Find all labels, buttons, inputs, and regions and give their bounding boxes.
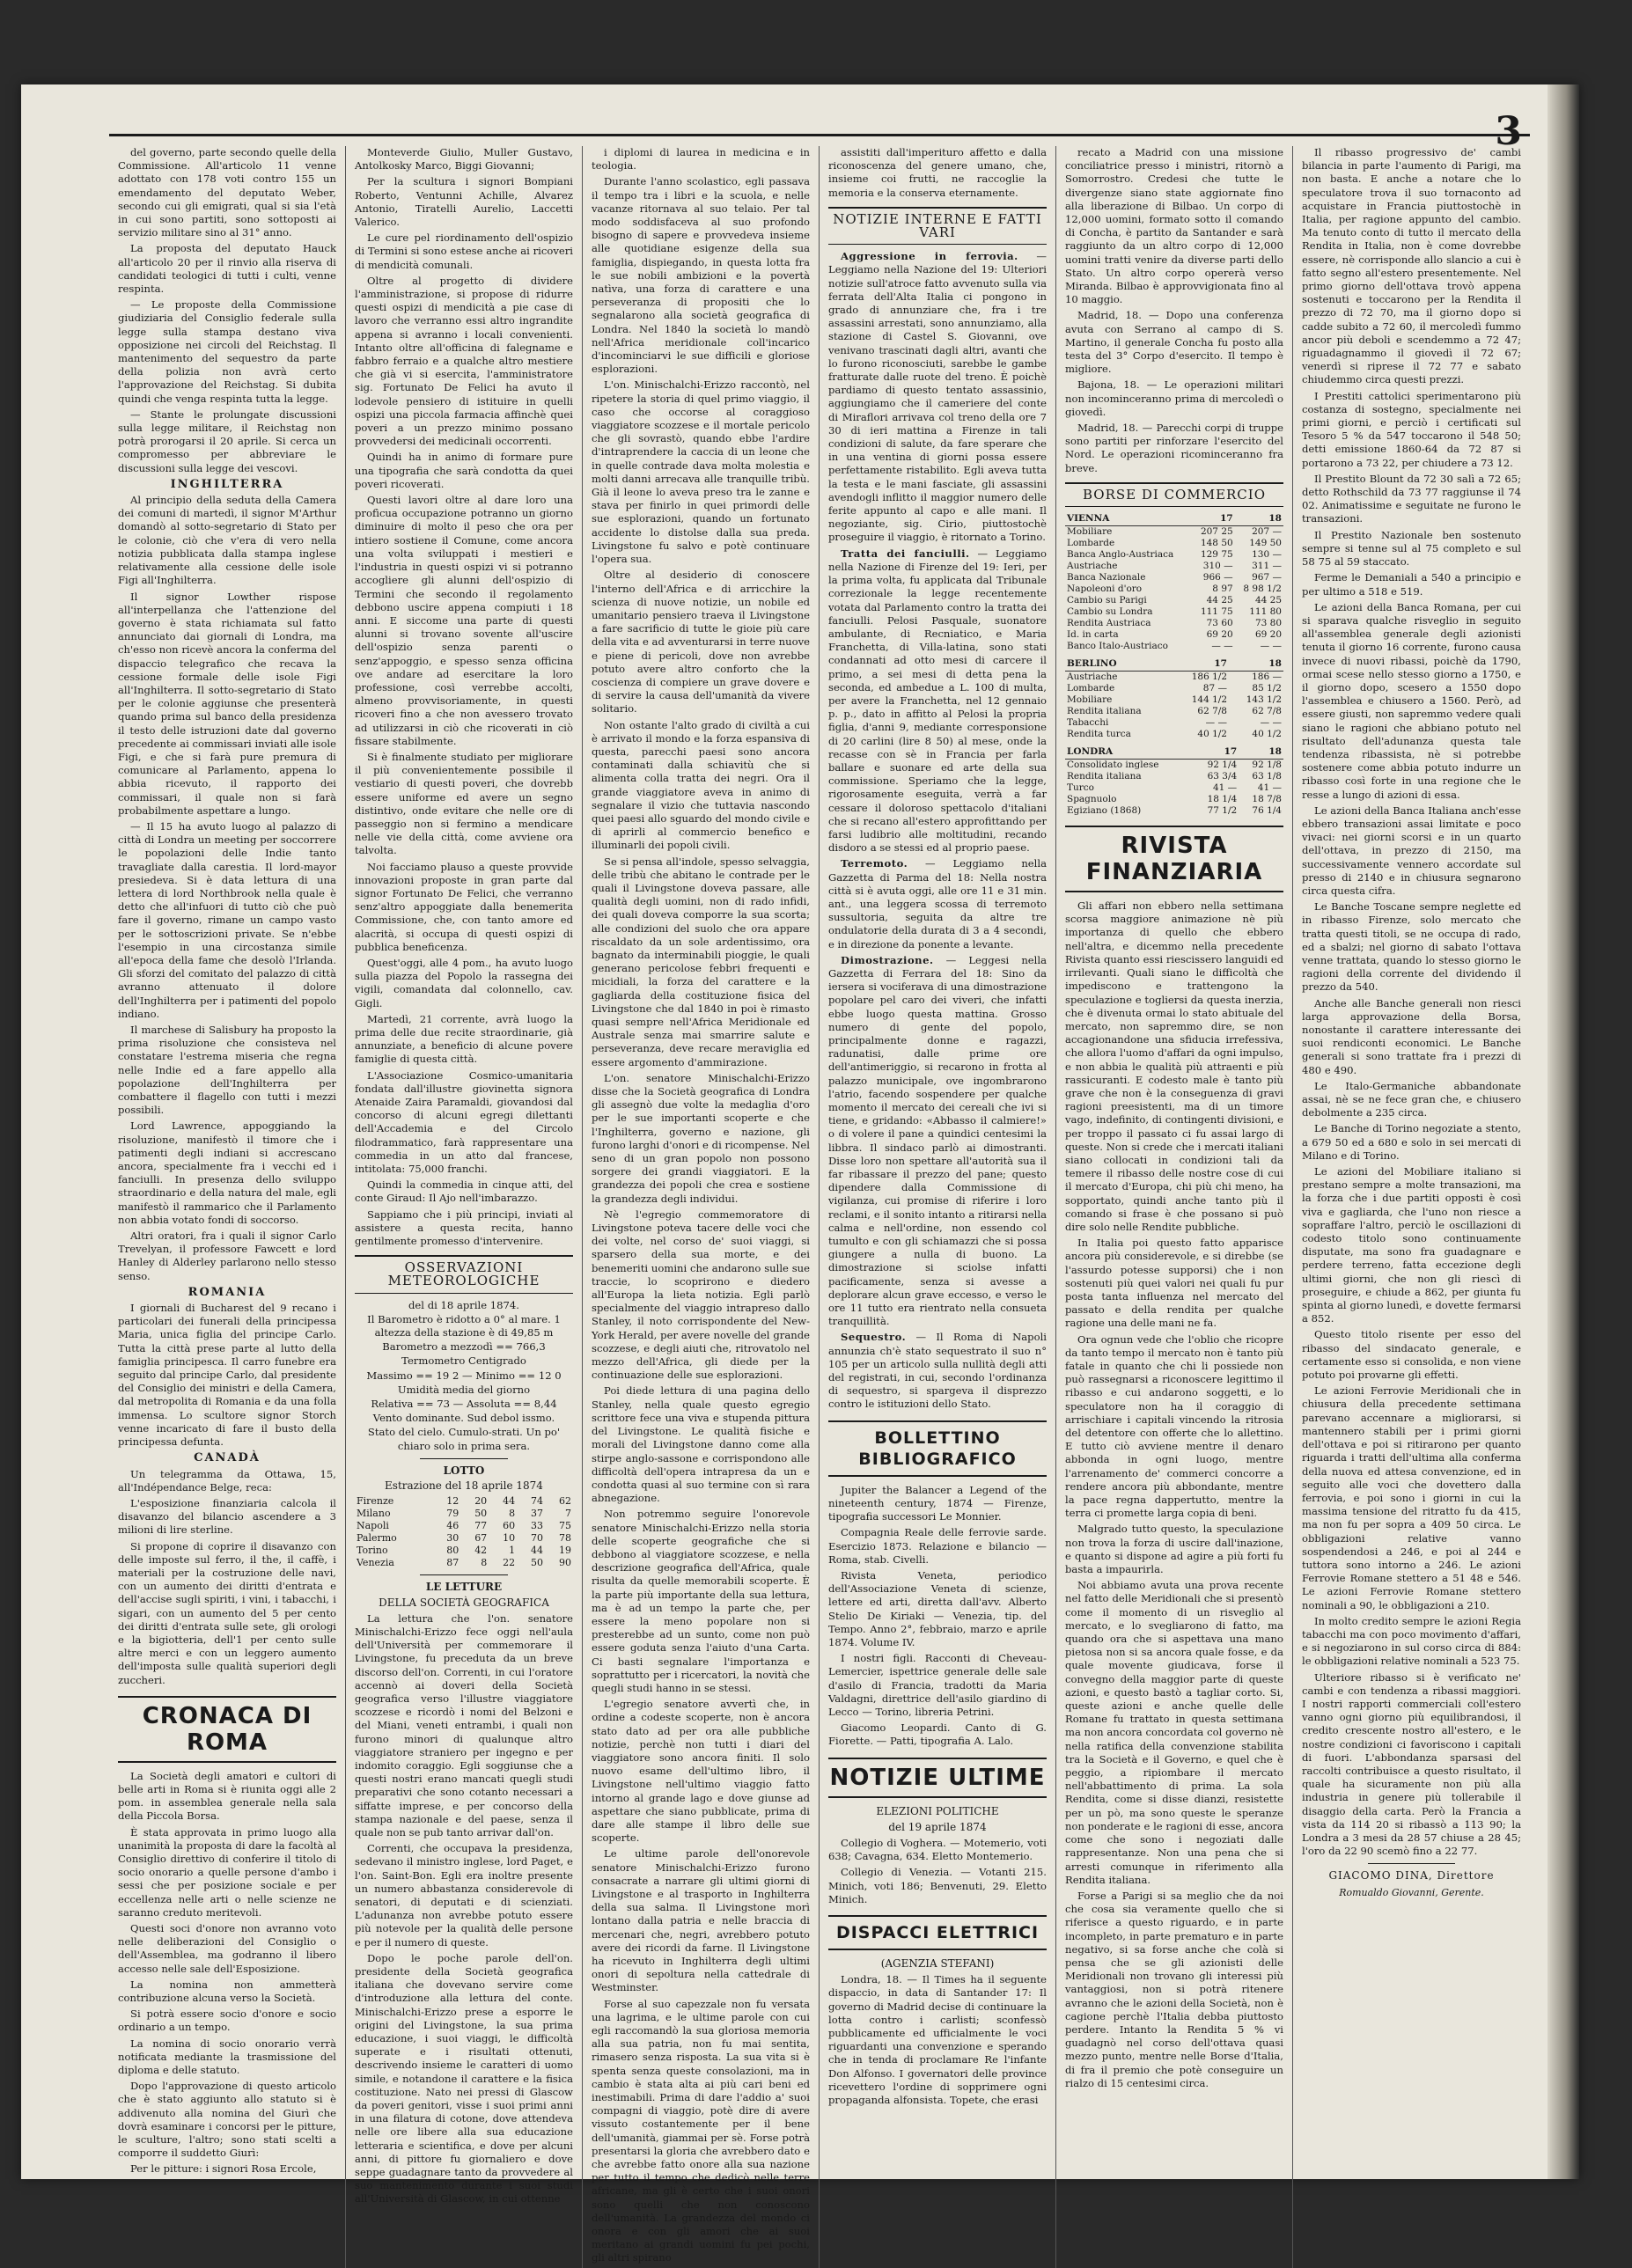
row-label: Egiziano (1868) (1067, 805, 1142, 817)
paragraph: — Le proposte della Commissione giudiziaria del Consiglio federale sulla legge sulla stampa destano viva opposizione nei circoli del Reichstag. Il mantenimento del sequestro da parte della polizia non avrà certo l'approvazione del Reichstag. Si dubita quindi che venga respinta tutta la legge. (118, 298, 336, 405)
table-row (1065, 760, 1283, 772)
paragraph: Anche alle Banche generali non riesci larga approvazione della Borsa, nonostante il carattere interessante dei suoi rendiconti economici. Le Banche generali si sono trattate fra i prezzi di 480 e 490. (1302, 996, 1521, 1076)
paragraph: Quindi la commedia in cinque atti, del conte Giraud: Il Ajo nell'imbarazzo. (355, 1178, 573, 1205)
paragraph: Compagnia Reale delle ferrovie sarde. Esercizio 1873. Relazione e bilancio — Roma, stab. Civelli. (828, 1526, 1047, 1566)
row-label: Rendita turca (1067, 729, 1131, 740)
column-4 (820, 146, 1056, 2268)
table-row (1065, 584, 1283, 595)
paragraph: Oltre al desiderio di conoscere l'interno dell'Africa e di arricchire la scienza di nuove notizie, un nobile ed umanitario pensiero traeva il Livingstone a fare sacrificio di tutte le gioie più care della vita e ad avventurarsi in terre nuove e piene di pericoli, dove non avrebbe potuto avere altro conforto che la coscienza di compiere un grave dovere e di servire la causa dell'umanità da vivere solitario. (592, 569, 810, 716)
row-value: 186 1/2 (1191, 672, 1227, 683)
row-value: 73 60 (1206, 618, 1233, 629)
row-value: 144 1/2 (1191, 694, 1227, 706)
lotto-number: 20 (474, 1495, 488, 1508)
paragraph: Giacomo Leopardi. Canto di G. Fiorette. — Patti, tipografia A. Lalo. (828, 1721, 1047, 1748)
lotto-number: 8 (509, 1508, 516, 1520)
paragraph: I giornali di Bucharest del 9 recano i particolari dei funerali della principessa Maria, unica figlia del principe Carlo. Tutta la città prese parte al lutto della famiglia principesca. Il carro funebre era seguito dal principe Carlo, dal presidente del Consiglio dei ministri e della Camera, dal metropolita di Romania e da una folla immensa. Lo scultore signor Storch venne incaricato di fare il busto della principessa defunta. (118, 1302, 336, 1449)
paragraph: Martedì, 21 corrente, avrà luogo la prima delle due recite straordinarie, già annunziate, a beneficio di alcune povere famiglie di questa città. (355, 1012, 573, 1066)
lotto-number: 74 (531, 1495, 544, 1508)
row-value: 129 75 (1200, 549, 1233, 561)
paragraph: Lord Lawrence, appoggiando la risoluzione, manifestò il timore che i patimenti degli indiani si accrescano ancora, specialmente fra i vecchi ed i fanciulli. In presenza dello sviluppo straordinario e della natura del male, egli manifestò il rammarico che il Parlamento non abbia votato fondi di soccorso. (118, 1119, 336, 1226)
lotto-number: 70 (531, 1532, 544, 1545)
row-value: 63 3/4 (1207, 771, 1238, 782)
news-keyword: Dimostrazione. (841, 953, 934, 966)
lotto-number: 75 (559, 1520, 571, 1532)
lotto-row (355, 1532, 573, 1545)
column-2 (346, 146, 583, 2268)
table-row (1065, 538, 1283, 549)
paragraph: La nomina di socio onorario verrà notificata mediante la trasmissione del diploma e delle statuto. (118, 2037, 336, 2077)
row-value: 310 — (1202, 561, 1233, 572)
paragraph: L'esposizione finanziaria calcola il disavanzo del bilancio ascendere a 3 milioni di lire sterline. (118, 1496, 336, 1537)
paragraph: Dopo le poche parole dell'on. presidente della Società geografica italiana che dovevano servire come d'introduzione alla lettura del conte. Minischalchi-Erizzo prese a esporre le origini del Livingstone, la sua prima educazione, i suoi viaggi, le difficoltà superate e i risultati ottenuti, descrivendo insieme le caratteri di uomo simile, e notandone il carattere e la fisica costituzione. Nato nei pressi di Glascow da poveri genitori, visse i suoi primi anni in una filatura di cotone, dove attendeva nelle ore libere alla sua educazione letteraria e scientifica, e dove per alcuni anni, di pittore fu giornaliero e dove seppe guadagnare tanto da provvedere al suo mantenimento durante i suoi studi all'Università di Glascow, in cui ottenne (355, 1951, 573, 2206)
paragraph: Monteverde Giulio, Muller Gustavo, Antolkosky Marco, Biggi Giovanni; (355, 146, 573, 172)
column-5 (1056, 146, 1293, 2268)
lotto-row (355, 1508, 573, 1520)
row-value: 41 — (1257, 782, 1282, 794)
paragraph: Madrid, 18. — Parecchi corpi di truppe sono partiti per rinforzare l'esercito del Nord. Le operazioni ricominceranno fra breve. (1065, 422, 1283, 474)
row-label: Cambio su Londra (1067, 606, 1153, 618)
divider (420, 1458, 507, 1459)
row-value: — — (1205, 717, 1227, 729)
meteo-line: Termometro Centigrado (401, 1354, 526, 1368)
row-value: 77 1/2 (1207, 805, 1238, 817)
paragraph: Quest'oggi, alle 4 pom., ha avuto luogo sulla piazza del Popolo la rassegna dei vigili, comandata dal colonnello, cav. Gigli. (355, 956, 573, 1009)
paragraph: Le azioni della Banca Romana, per cui si sparava qualche risveglio in seguito all'assemblea generale degli azionisti tenuta il giorno 16 corrente, furono causa invece di nuovi ribassi, poichè da 1790, ormai scese nello stesso giorno a 1750, e il giorno dopo, scesero a 1550 dopo l'assemblea e chiusero a 1560. Però, ad essere giusti, non sapremmo vedere quali siano le ragioni che abbiano potuto nel risultato dell'adunanza questa tale tendenza ribassista, nè si potrebbe sostenere come abbia potuto indurre un ribasso così forte in una regione che le resse a lungo di azioni di essa. (1302, 600, 1521, 801)
news-item (828, 1331, 1047, 1411)
paragraph: Rivista Veneta, periodico dell'Associazione Veneta di scienze, lettere ed arti, diretta dall'avv. Alberto Stelio De Kiriaki — Venezia, tip. del Tempo. Anno 2°, febbraio, marzo e aprile 1874. Volume IV. (828, 1568, 1047, 1648)
paragraph: Non ostante l'alto grado di civiltà a cui è arrivato il mondo e la forza espansiva di questa, parecchi paesi sono ancora contaminati dalla schiavitù che si alimenta colla tratta dei negri. Ora il grande viaggiatore aveva in animo di segnalare il vizio che tuttavia nascondo quei paesi allo sguardo del mondo civile e di aprirli al commercio benefico e illuminarli dei popoli civili. (592, 718, 810, 852)
paragraph: Oltre al progetto di dividere l'amministrazione, si propose di ridurre questi ospizi di mendicità a pie case di lavoro che verranno essi altro ingrandite appena si avranno i locali convenienti. Intanto oltre all'officina di falegname e fabbro ferraio e a qualche altro mestiere che già vi si esercita, l'amministratore sig. Fortunato De Felici ha avuto il lodevole pensiero di istituire in quelli ospizi una piccola farmacia affinchè quei poveri a un prezzo minimo possano provvedersi dei medicinali occorrenti. (355, 274, 573, 448)
paragraph: La proposta del deputato Hauck all'articolo 20 per il rinvio alla riserva di candidati teologici di tutti i culti, venne respinta. (118, 242, 336, 296)
row-value: 111 75 (1200, 606, 1233, 618)
paragraph: Le cure pel riordinamento dell'ospizio di Termini si sono estese anche ai ricoveri di mendicità comunali. (355, 231, 573, 271)
paragraph: Per la scultura i signori Bompiani Roberto, Ventunni Achille, Alvarez Antonio, Tiratelli Aurelio, Laccetti Valerico. (355, 175, 573, 229)
column-header: 17 (1194, 745, 1239, 760)
paragraph: Un telegramma da Ottawa, 15, all'Indépendance Belge, reca: (118, 1467, 336, 1494)
paragraph: Il Prestito Blount da 72 30 salì a 72 65; detto Rothschild da 73 77 raggiunse il 74 02. Animatissime e seguitate ne furono le transazioni. (1302, 472, 1521, 525)
vienna-quotes (1065, 512, 1283, 652)
paragraph: Malgrado tutto questo, la speculazione non trova la forza di uscire dall'inazione, e quanto si dispone ad agire a più forti fu basta a impaurirla. (1065, 1523, 1283, 1576)
paragraph: Jupiter the Balancer a Legend of the nineteenth century, 1874 — Firenze, tipografia successori Le Monnier. (828, 1483, 1047, 1523)
lotto-number: 62 (559, 1495, 571, 1508)
elezioni-date: del 19 aprile 1874 (888, 1820, 987, 1833)
paragraph: Le Italo-Germaniche abbandonate assai, nè se ne fece gran che, e chiusero debolmente a 235 circa. (1302, 1079, 1521, 1119)
row-value: 73 80 (1254, 618, 1282, 629)
lotto-number: 87 (446, 1557, 459, 1569)
letture-subheading: DELLA SOCIETÀ GEOGRAFICA (379, 1596, 549, 1609)
paragraph: Le azioni della Banca Italiana anch'esse ebbero transazioni assai limitate e poco vivaci: nei giorni scorsi e in un quarto dell'ottava, in prezzo di 2150, ma successivamente vennero accordate sul presso di 2140 e in chiusura segnarono circa questa cifra. (1302, 804, 1521, 897)
row-value: 85 1/2 (1252, 683, 1282, 694)
row-value: 966 — (1202, 572, 1233, 584)
row-label: Austriache (1067, 561, 1118, 572)
lotto-number: 19 (559, 1545, 571, 1557)
lotto-date: Estrazione del 18 aprile 1874 (385, 1479, 543, 1493)
paragraph: recato a Madrid con una missione conciliatrice presso i ministri, ritornò a Somorrostro. Credesi che tutte le divergenze siano state aggiornate fino alla liberazione di Bilbao. Un corpo di 12,000 uomini, formato sotto il comando di Concha, è partito da Santander e sarà raggiunto da un altro corpo di 12,000 uomini tratti venire da diverse parti dello Stato. Un altro corpo opererà verso Miranda. Bilbao è approvvigionata fino al 10 maggio. (1065, 146, 1283, 306)
row-value: 87 — (1202, 683, 1227, 694)
row-value: 69 20 (1206, 629, 1233, 641)
row-value: 92 1/4 (1207, 760, 1238, 771)
meteo-block (355, 1255, 573, 1453)
lotto-city: Torino (357, 1545, 388, 1557)
meteo-line: Massimo == 19 2 — Minimo == 12 0 (366, 1369, 562, 1382)
paragraph: Sappiamo che i più principi, inviati al assistere a questa recita, hanno gentilmente promesso d'intervenire. (355, 1207, 573, 1248)
row-value: 111 80 (1249, 606, 1282, 618)
paragraph: Altri oratori, fra i quali il signor Carlo Trevelyan, il professore Fawcett e lord Hanley di Alderley parlarono nello stesso senso. (118, 1229, 336, 1282)
lotto-number: 77 (474, 1520, 488, 1532)
lotto-table (355, 1495, 573, 1569)
paragraph: È stata approvata in primo luogo alla unanimità la proposta di dare la facoltà al Consiglio direttivo di conferire il titolo di socio onorario a quelle persone d'ambo i sessi che per posizione sociale e per eccellenza nelle arti o nelle scienze ne saranno creduto meritevoli. (118, 1825, 336, 1919)
page-number: 3 (1495, 109, 1523, 154)
row-value: 8 98 1/2 (1243, 584, 1282, 595)
table-row (1065, 805, 1283, 817)
paragraph: L'Associazione Cosmico-umanitaria fondata dall'illustre giovinetta signora Atenaide Zaira Paramaldi, giovandosi dal concorso di alcuni egregi dilettanti dell'Accademia e del Circolo filodrammatico, farà rappresentare una commedia in un atto dal francese, intitolata: 75,000 franchi. (355, 1068, 573, 1176)
paragraph: Ulteriore ribasso si è verificato ne' cambi e con tendenza a ribassi maggiori. I nostri rapporti commerciali coll'estero vanno ogni giorno più equilibrandosi, il credito crescente nostro all'estero, e le nostre condizioni ci favoriscono i capitali di fuori. L'abbondanza sparsasi del raccolti contribuisce a questo risultato, il quale ha sicuramente non più alla industria in genere più tollerabile il disaggio della carta. Però la Francia a vista da 114 20 si ribassò a 113 90; la Londra a 3 mesi da 28 57 chiuse a 28 45; l'oro da 22 90 scemò fino a 22 77. (1302, 1670, 1521, 1858)
paragraph: Dopo l'approvazione di questo articolo che è stato aggiunto allo statuto si è addivenuto alla nomina del Giurì che dovrà esaminare i concorsi per le pitture, le sculture, l'altro; sono stati scelti a comporre il suddetto Giurì: (118, 2080, 336, 2160)
table-title: VIENNA (1065, 512, 1193, 526)
columns (109, 146, 1530, 2264)
paragraph: Bajona, 18. — Le operazioni militari non incominceranno prima di mercoledì o giovedì. (1065, 378, 1283, 418)
page-edge-shadow (1547, 84, 1579, 2179)
lotto-number: 12 (446, 1495, 459, 1508)
row-label: Spagnuolo (1067, 794, 1117, 805)
paragraph: Questi lavori oltre al dare loro una profìcua occupazione potranno un giorno diminuire di molto il peso che ora per intiero sostiene il Comune, come ancora una volta sviluppati i mestieri e l'industria in questi ospizi vi si potranno accogliere gli alunni dell'ospizio di Termini che secondo il regolamento debbono uscire appena compiuti i 18 anni. E siccome una parte di questi alunni si trovano sovente all'uscire dell'ospizio senza parenti o senz'appoggio, e spesso senza officina ove andare ad esercitare la loro professione, così verrebbe accolti, almeno provvisoriamente, in questi ricoveri fino a che non avessero trovato ad utilizzarsi in ciò che ricoverati in ciò fissare stabilmente. (355, 494, 573, 747)
paragraph: Questi soci d'onore non avranno voto nelle deliberazioni del Consiglio o dell'Assemblea, ma godranno il libero accesso nelle sale dell'Esposizione. (118, 1921, 336, 1975)
londra-table (1065, 745, 1283, 817)
row-label: Turco (1067, 782, 1094, 794)
lotto-row (355, 1495, 573, 1508)
row-value: 18 7/8 (1252, 794, 1282, 805)
table-row (1065, 526, 1283, 539)
notizie-interne-heading: NOTIZIE INTERNE E FATTI VARI (828, 207, 1047, 245)
table-row (1065, 641, 1283, 652)
lotto-number: 44 (503, 1495, 516, 1508)
paragraph: La Società degli amatori e cultori di belle arti in Roma si è riunita oggi alle 2 pom. in assemblea generale nella sala della Piccola Borsa. (118, 1769, 336, 1823)
paragraph: L'on. senatore Minischalchi-Erizzo disse che la Società geografica di Londra gli assegnò due volte la medaglia d'oro per le sue importanti scoperte e che l'Inghilterra, governo e nazione, gli furono larghi d'onori e di ricompense. Nel seno di un gran popolo non possono sorgere dei grandi viaggiatori. E la grandezza dei popoli che crea e sostiene la grandezza degli individui. (592, 1071, 810, 1205)
paragraph: Collegio di Voghera. — Motemerio, voti 638; Cavagna, 634. Eletto Montemerio. (828, 1836, 1047, 1863)
column-6 (1293, 146, 1530, 2268)
lotto-number: 1 (509, 1545, 516, 1557)
lotto-row (355, 1557, 573, 1569)
row-value: 41 — (1212, 782, 1238, 794)
paragraph: Le azioni Ferrovie Meridionali che in chiusura della precedente settimana parevano accennare a migliorarsi, si mantennero stabili per i primi giorni dell'ottava e poi si ritirarono per quanto riguarda i tratti dell'ultima alla conferma della nuova ed attesa convenzione, ed in seguito alle voci che dovettero dalla ferrovia, e poi sono i giorni in cui la massima tensione del ritratto fu da 415, ma non fu per sopra a 409 50 circa. Le obbligazioni relative vanno sospendendosi a 246, e poi al 244 e tuttora sono intorno a 246. Le azioni Ferrovie Romane stettero a 51 48 e 546. Le azioni Ferrovie Romane stettero nominali a 90, le obbligazioni a 210. (1302, 1384, 1521, 1611)
row-label: Banca Anglo-Austriaca (1067, 549, 1174, 561)
meteo-line: Il Barometro è ridotto a 0° al mare. 1 altezza della stazione è di 49,85 m (367, 1312, 561, 1340)
news-item (828, 954, 1047, 1329)
lotto-number: 44 (531, 1545, 544, 1557)
row-label: Mobiliare (1067, 526, 1113, 538)
news-keyword: Sequestro. (841, 1331, 907, 1344)
row-label: Lombarde (1067, 538, 1115, 549)
paragraph: La nomina non ammetterà contribuzione alcuna verso la Società. (118, 1978, 336, 2004)
paragraph: La lettura che l'on. senatore Minischalchi-Erizzo fece oggi nell'aula dell'Università per commemorare il Livingstone, fu preceduta da un breve discorso dell'on. Correnti, in cui l'oratore accennò ai doveri della Società geografica verso l'illustre viaggiatore scozzese e ricordò i nomi del Belzoni e del Miani, veneti entrambi, i quali non furono minori di qualunque altro viaggiatore straniero per ingegno e per indomito coraggio. Egli soggiunse che a questi nostri erano mancati quegli studi preparativi che sono cotanto necessari a siffatte imprese, e per concorso della stampa nazionale e del paese, senza il quale non se pub tanto arrivar dall'on. (355, 1611, 573, 1839)
column-header: 18 (1239, 745, 1283, 760)
manager-signature: Romualdo Giovanni, Gerente. (1339, 1886, 1484, 1898)
news-text: — Il Roma di Napoli annunzia ch'è stato sequestrato il suo n° 105 per un articolo sulla nullità degli atti del registrati, in cui, secondo l'ordinanza di sequestro, si spargeva il disprezzo contro le istituzioni dello Stato. (828, 1331, 1047, 1411)
row-value: 69 20 (1254, 629, 1282, 641)
lotto-number: 37 (531, 1508, 544, 1520)
paragraph: In molto credito sempre le azioni Regia tabacchi ma con poco movimento d'affari, e si negoziarono in sul corso circa di 884: le obbligazioni relative nominali a 523 75. (1302, 1614, 1521, 1668)
paragraph: i diplomi di laurea in medicina e in teologia. (592, 146, 810, 172)
lotto-number: 80 (446, 1545, 459, 1557)
paragraph: L'egregio senatore avvertì che, in ordine a codeste scoperte, non è ancora stato dato ad per ora alle pubbliche notizie, perchè non tutti i diari del viaggiatore sono ancora finiti. Il solo nuovo esame dell'ultimo libro, il Livingstone nell'ultimo viaggio fatto intorno al grande lago e dove giunse ad aspettare che siano pubblicate, prima di dare alle stampe il libro delle sue scoperte. (592, 1698, 810, 1845)
row-value: 148 50 (1200, 538, 1233, 549)
berlino-table (1065, 657, 1283, 740)
section-heading-romania: ROMANIA (187, 1285, 267, 1299)
paragraph: Le Banche di Torino negoziate a stento, a 679 50 ed a 680 e solo in sei mercati di Milano e di Torino. (1302, 1122, 1521, 1162)
paragraph: Il signor Lowther rispose all'interpellanza che l'attenzione del governo è stata richiamata sul fatto annunciato dai giornali di Londra, ma ch'esso non ricevè ancora la conferma del dispaccio telegrafico che recava la cessione formale delle isole Figi all'Inghilterra. Il sotto-segretario di Stato per le colonie aggiunse che presenterà quando prima sul banco della presidenza il testo delle istruzioni date dal governo precedente ai commissari inviati alle isole Figi, e che si farà pure premura di comunicare al Parlamento, appena lo abbia ricevuto, il rapporto dei commissari, il quale non si farà probabilmente aspettare a lungo. (118, 590, 336, 817)
table-row (1065, 782, 1283, 794)
lotto-block (355, 1464, 573, 1569)
row-value: 311 — (1252, 561, 1282, 572)
lotto-city: Firenze (357, 1495, 394, 1508)
row-value: — — (1211, 641, 1233, 652)
londra-quotes (1065, 745, 1283, 817)
table-row (1065, 694, 1283, 706)
lotto-row (355, 1545, 573, 1557)
news-text: — Leggiamo nella Nazione del 19: Ulteriori notizie sull'atroce fatto avvenuto sulla via ferrata dell'Alta Italia ci pongono in grado di annunziare che, fra i tre assassini arrestati, sono annunziamo, alla stazione di Castel S. Giovanni, ove venivano trascinati dagli altri, avanti che lo furono riconosciuti, sarebbe le gambe fratturate dalle ruote del treno. È poichè pardiamo di questo tentato assassinio, aggiungiamo che il cameriere del conte di Miraflori arrivava col treno della ore 7 30 di ieri mattina a Firenze in tali condizioni di salute, da fare sperare che in una ventina di giorni possa essere perfettamente ristabilito. Egli aveva tutta la testa e le mani fasciate, gli assassini avendogli inflitto il maggior numero delle ferite appunto al capo e alle mani. Il negoziante, sig. Cirio, piuttostochè proseguire il viaggio, è ritornato a Torino. (828, 250, 1047, 544)
paragraph: Le ultime parole dell'onorevole senatore Minischalchi-Erizzo furono consacrate a narrare gli ultimi giorni di Livingstone e al trasporto in Inghilterra della sua salma. Il Livingstone morì lontano dalla patria e nelle braccia di mercenari che, negri, avrebbero potuto avere dei ricordi da farne. Il Livingstone ha ricevuto in Inghilterra degli ultimi onori di sepoltura nella cattedrale di Westminster. (592, 1847, 810, 1994)
newspaper-page (21, 84, 1579, 2264)
notizie-ultime-heading: NOTIZIE ULTIME (828, 1758, 1047, 1798)
column-header: 18 (1235, 512, 1283, 526)
paragraph: Non potremmo seguire l'onorevole senatore Minischalchi-Erizzo nella storia delle scoperte geografiche che si debbono al viaggiatore scozzese, e nella descrizione geografica dell'Africa, quale risulta da quelle memorabili scoperte. È la parte più importante della sua lettura, ma è ad un tempo la parte che, per essere la meno popolare non si presterebbe ad un sunto, come non può essere goduta senza l'aiuto d'una Carta. Ci basti segnalare l'importanza e soprattutto per i ricercatori, la novità che quegli studi hanno in se stessi. (592, 1508, 810, 1694)
row-value: 92 1/8 (1252, 760, 1282, 771)
lotto-heading: LOTTO (443, 1464, 485, 1477)
paragraph: In Italia poi questo fatto apparisce ancora più considerevole, e si direbbe (se l'assurdo potesse supporsi) che i non sostenuti più quei valori nei quali fu pur posta tanta influenza nel mercato del passato e della rendita per qualche ragione una delle mani ne fa. (1065, 1237, 1283, 1330)
row-value: 76 1/4 (1252, 805, 1282, 817)
row-value: 149 50 (1249, 538, 1282, 549)
table-title: LONDRA (1065, 745, 1194, 760)
column-1 (109, 146, 346, 2268)
table-row (1065, 606, 1283, 618)
row-value: 40 1/2 (1252, 729, 1282, 740)
lotto-number: 22 (503, 1557, 516, 1569)
column-header: 17 (1174, 657, 1229, 672)
dispacci-subheading: (AGENZIA STEFANI) (880, 1956, 995, 1970)
lotto-number: 7 (565, 1508, 571, 1520)
row-value: 44 25 (1206, 595, 1233, 606)
cronaca-di-roma-heading: CRONACA DI ROMA (118, 1696, 336, 1763)
row-value: 143 1/2 (1246, 694, 1282, 706)
row-value: 967 — (1252, 572, 1282, 584)
lotto-number: 33 (531, 1520, 544, 1532)
bollettino-heading: BOLLETTINO BIBLIOGRAFICO (828, 1420, 1047, 1477)
vienna-table (1065, 512, 1283, 652)
row-label: Rendita italiana (1067, 771, 1142, 782)
divider (1368, 1863, 1456, 1864)
row-value: 44 25 (1254, 595, 1282, 606)
divider (420, 1574, 507, 1575)
row-value: 207 25 (1200, 526, 1233, 538)
meteo-line: Stato del cielo. Cumulo-strati. Un po' chiaro solo in prima sera. (367, 1426, 561, 1452)
paragraph: Le Banche Toscane sempre neglette ed in ribasso Firenze, solo mercato che tratta questi titoli, se ne occupa di rado, ed a sbalzi; nel giorno di sabato l'ottava venne trattata, quando lo stesso giorno le ragioni della corrente del dividendo il prezzo da 540. (1302, 900, 1521, 994)
paragraph: Al principio della seduta della Camera dei comuni di martedì, il signor M'Arthur domandò al sotto-segretario di Stato per le colonie, ciò che v'era di vero nella notizia pubblicata dalla stampa inglese relativamente alla cessione delle isole Figi all'Inghilterra. (118, 494, 336, 587)
paragraph: Correnti, che occupava la presidenza, sedevano il ministro inglese, lord Paget, e l'on. Saint-Bon. Egli era inoltre presente un numero abbastanza considerevole di senatori, di deputati e di scienziati. L'adunanza non avrebbe potuto essere più notevole per la qualità delle persone e per il numero di queste. (355, 1842, 573, 1949)
news-item (828, 250, 1047, 544)
row-label: Banco Italo-Austriaco (1067, 641, 1168, 652)
berlino-quotes (1065, 657, 1283, 740)
lotto-city: Napoli (357, 1520, 389, 1532)
paragraph: Madrid, 18. — Dopo una conferenza avuta con Serrano al campo di S. Martino, il generale Concha fu posto alla testa del 3° Corpo d'esercito. Il tempo è migliore. (1065, 309, 1283, 376)
paragraph: assistiti dall'imperituro affetto e dalla riconoscenza del genere umano, che, insieme coi frutti, ne raccoglie la memoria e la conserva eternamente. (828, 146, 1047, 199)
paragraph: I nostri figli. Racconti di Cheveau-Lemercier, ispettrice generale delle sale d'asilo di Francia, tradotti da Maria Valdagni, direttrice dell'asilo giardino di Lecco — Torino, libreria Petrini. (828, 1652, 1047, 1718)
row-value: 62 7/8 (1252, 706, 1282, 717)
lotto-number: 90 (559, 1557, 571, 1569)
row-value: 63 1/8 (1252, 771, 1282, 782)
row-value: — — (1260, 641, 1282, 652)
paragraph: Londra, 18. — Il Times ha il seguente dispaccio, in data di Santander 17: Il governo di Madrid decise di continuare la lotta contro i carlisti; sconfessò pubblicamente ed ufficialmente le voci riguardanti una convenzione e sperando che in tenda di proclamare Re l'infante Don Alfonso. I governatori delle province ricevettero l'ordine di sopprimere ogni propaganda alfonsista. Topete, che erasi (828, 1973, 1047, 2106)
row-value: — — (1260, 717, 1282, 729)
paragraph: Noi facciamo plauso a queste provvide innovazioni proposte in gran parte dal signor Fortunato De Felici, che verranno senz'altro appoggiate dalla benemerita Commissione, che, con tanto amore ed alacrità, si occupa di questi ospizi di pubblica beneficenza. (355, 860, 573, 953)
row-label: Tabacchi (1067, 717, 1109, 729)
letture-heading: LE LETTURE (425, 1581, 503, 1594)
paragraph: Questo titolo risente per esso del ribasso del sindacato generale, e certamente esso si consolida, e non viene potuto poi provarne gli effetti. (1302, 1328, 1521, 1382)
lotto-number: 50 (474, 1508, 488, 1520)
paragraph: Quindi ha in animo di formare pure una tipografia che sarà condotta da quei poveri ricoverati. (355, 451, 573, 490)
news-item (828, 547, 1047, 855)
paragraph: L'on. Minischalchi-Erizzo raccontò, nel ripetere la storia di quel primo viaggio, il caso che occorse al coraggioso viaggiatore scozzese e il mortale pericolo che gli sovrastò, quando ebbe l'ardire d'intraprendere la caccia di un leone che in quelle contrade dava molta molestia e molti danni arrecava alle tranquille tribù. Già il leone lo aveva preso tra le zanne e stava per finirlo in quei primordi delle sue esplorazioni, quando un fortunato accidente lo distolse dalla sua preda. Livingstone fu salvo e potè continuare l'opera sua. (592, 378, 810, 566)
table-row (1065, 706, 1283, 717)
row-value: 186 — (1252, 672, 1282, 683)
news-text: — Leggiamo nella Nazione di Firenze del 19: Ieri, per la prima volta, fu applicata dal Tribunale correzionale la legge recentemente votata dal Parlamento contro la tratta dei fanciulli. Pelosi Pasquale, suonatore ambulante, di Recniatico, e Maria Franchetta, di Villa-latina, sono stati condannati ad otto mesi di carcere il primo, a sei mesi di detta pena la seconda, ed ambedue a L. 100 di multa, per avere la Franchetta, nel 12 gennaio p. p., dato in affitto al Pelosi la propria figlia, d'anni 9, mediante corresponsione di 20 carlini (lire 8 50) al mese, onde la recasse con sè in Francia per farla ballare e suonare ed arte della sua commissione. Speriamo che la legge, rigorosamente eseguita, verrà a far cessare il doloroso spettacolo d'italiani che si recano all'estero approfittando per farsi ludibrio alle moltitudini, recando disdoro a se stessi ed al proprio paese. (828, 547, 1047, 855)
meteo-line: Umidità media del giorno (397, 1383, 531, 1396)
news-keyword: Aggressione in ferrovia. (841, 250, 1018, 263)
news-item (828, 857, 1047, 951)
table-row (1065, 595, 1283, 606)
lotto-city: Milano (357, 1508, 391, 1520)
paragraph: Forse a Parigi si sa meglio che da noi che cosa sia veramente quello che si riferisce a questo riguardo, e in parte incompleto, in parte prematuro e in parte negativo, si sa forse anche che colà si pensa che se gli azionisti delle Meridionali non trovano gli interessi più vantaggiosi, non si potrà ritenere avranno che le azioni della Società, non è cagione perchè l'Italia debba piuttosto perdere. Intanto la Rendita 5 % vi guadagnò nel corso dell'ottava quasi mezzo punto, mentre nelle Borse d'Italia, di fra il premio che potè conseguire un rialzo di 15 centesimi circa. (1065, 1889, 1283, 2089)
paragraph: Collegio di Venezia. — Votanti 215. Minich, voti 186; Benvenuti, 29. Eletto Minich. (828, 1866, 1047, 1905)
paragraph: Si potrà essere socio d'onore e socio ordinario a un tempo. (118, 2007, 336, 2034)
lotto-number: 79 (446, 1508, 459, 1520)
section-heading-canada: CANADÀ (194, 1451, 261, 1465)
row-label: Mobiliare (1067, 694, 1113, 706)
lotto-number: 60 (503, 1520, 516, 1532)
table-row (1065, 572, 1283, 584)
row-label: Cambio su Parigi (1067, 595, 1147, 606)
paragraph: Si propone di coprire il disavanzo con delle imposte sul ferro, il the, il caffè, i materiali per la costruzione delle navi, con un aumento dei diritti d'entrata e dell'accise sugli spiriti, i vini, i tabacchi, i sigari, con un aumento del 5 per cento dei diritti d'entrata sulle sete, gli orologi e la bigiotteria, dell'1 per cento sulle altre merci e con un leggero aumento dell'imposta sulle qualità superiori degli zuccheri. (118, 1539, 336, 1686)
paragraph: Se si pensa all'indole, spesso selvaggia, delle tribù che abitano le contrade per le quali il Livingstone doveva passare, alle qualità degli uomini, non di rado infidi, dei quali doveva comporre la sua scorta; alle condizioni del suolo che ora appare riscaldato da un sole ardentissimo, ora bagnato da interminabili pioggie, le quali generano pericolose febbri frequenti e micidiali, la forza del carattere e la gagliarda della costituzione fisica del Livingstone che dal 1840 in poi è rimasto quasi sempre nell'Africa Meridionale ed Australe senza mai smarrire salute e perseveranza, deve recare meraviglia ed essere argomento d'ammirazione. (592, 855, 810, 1068)
paragraph: Forse al suo capezzale non fu versata una lagrima, e le ultime parole con cui egli raccomandò la sua gloriosa memoria alla sua patria, non fu mai sentita, rimasero senza risposta. La sua vita si è spenta senza queste consolazioni, ma in cambio è stata alta ai più cari beni ed inestimabili. Prima di dare l'addio a' suoi compagni di viaggio, potè dire di avere vissuto costantemente per il bene dell'umanità, giammai per sè. Forse potrà presentarsi la gloria che avrebbero dato e che avrebbe fatto onore alla sua nazione per tutto il tempo che dedicò nelle terre africane, ma gli è certo che i suoi onori sono quelli che non conoscono dell'umanità. La grandezza del mondo ci onora e con gli amori che ai suoi meritano ai grandi uomini fu pei pochi, gli altri spirano (592, 1997, 810, 2264)
lotto-number: 10 (503, 1532, 516, 1545)
news-text: — Leggiamo nella Gazzetta di Parma del 18: Nella nostra città si è avuta oggi, alle ore 11 e 31 min. ant., una leggera scossa di terremoto sussultoria, seguita da altre tre ondulatorie della durata di 3 a 4 secondi, e in direzione da ponente a levante. (828, 857, 1047, 951)
lotto-number: 67 (474, 1532, 488, 1545)
section-heading-inghilterra: INGHILTERRA (170, 477, 284, 491)
row-label: Banca Nazionale (1067, 572, 1146, 584)
column-header: 18 (1229, 657, 1283, 672)
news-keyword: Tratta dei fanciulli. (841, 547, 970, 560)
column-header: 17 (1193, 512, 1234, 526)
row-label: Consolidato inglese (1067, 760, 1159, 771)
table-row (1065, 561, 1283, 572)
paragraph: Noi abbiamo avuta una prova recente nel fatto delle Meridionali che si presentò come il momento di un risveglio al mercato, e lo svegliarono di fatto, ma quando ora che si aspettava una mano pietosa non si sa ancora quale fosse, e da quale movente giudicava, forse il convegno della maggior parte di queste azioni, e questo bastò a tagliar corto. Si, queste azioni e anche quelle delle Romane fu trattato in questa settimana ma non ancora concordata col governo nè nella ratifica della convenzione stabilita tra la Società e il Governo, e quel che è peggio, a ripiombare il mercato nell'abbattimento di prima. La sola Rendita, come si disse dianzi, resistette per un pò, ma sono queste le speranze non ponderate e le ragioni di esse, ancora come che sono i negoziati dalle rappresentanze. Non una pena che si arresti comunque in riferimento alla Rendita italiana. (1065, 1579, 1283, 1886)
paragraph: Nè l'egregio commemoratore di Livingstone poteva tacere delle voci che dei volte, nel corso de' suoi viaggi, si sparsero della sua morte, e dei benemeriti uomini che andarono sulle sue traccie, lo scoprirono e diedero all'Europa la lieta notizia. Egli parlò specialmente del viaggio intrapreso dallo Stanley, il noto corrispondente del New-York Herald, per avere novelle del grande scozzese, e degli aiuti che, ritrovatolo nel mezzo dell'Africa, gli diede per la continuazione delle sue esplorazioni. (592, 1207, 810, 1382)
lotto-number: 46 (446, 1520, 459, 1532)
paragraph: Ferme le Demaniali a 540 a principio e per ultimo a 518 e 519. (1302, 571, 1521, 598)
row-value: 130 — (1252, 549, 1282, 561)
lotto-number: 8 (481, 1557, 488, 1569)
paragraph: del governo, parte secondo quelle della Commissione. All'articolo 11 venne adottato con 178 voti contro 155 un emendamento del deputato Weber, secondo cui gli emigrati, qual si sia l'età in cui sono partiti, sono sottoposti ai servizio militare sino al 31° anno. (118, 146, 336, 239)
table-row (1065, 771, 1283, 782)
paragraph: Durante l'anno scolastico, egli passava il tempo tra i libri e la scuola, e nelle vacanze ritornava al suo telaio. Per tal modo soddisfaceva al suo profondo bisogno di sapere e provvedeva insieme alle quotidiane esigenze della sua famiglia, dispiegando, in questa lotta fra le sue nobili ambizioni e la povertà natìva, una forza di carattere e una perseveranza di propositi che lo segnalarono alla società geografica di Londra. Nel 1840 la società lo mandò nell'Africa meridionale coll'incarico d'incominciarvi le sue difficili e gloriose esplorazioni. (592, 175, 810, 376)
paragraph: Il ribasso progressivo de' cambi bilancia in parte l'aumento di Parigi, ma non basta. E anche a notare che lo speculatore trova il suo tornaconto ad acquistare in Francia piuttostochè in Italia, per ragione appunto del cambio. Ma tenuto conto di tutto il mercato della Rendita in Italia, non è come dovrebbe essere, nè corrisponde allo slancio a cui è fatto segno all'estero presentemente. Nel primo giorno dell'ottava trovò appena sostenuti e toccarono per la Rendita il prezzo di 72 70, ma il giorno dopo si cadde subito a 72 60, il mercoledì fummo ancor più deboli e scendemmo a 72 47; riguadagnammo il giovedì il 72 67; venerdì si riprese il 72 77 e sabato chiudemmo circa questi prezzi. (1302, 146, 1521, 386)
director-signature: GIACOMO DINA, Direttore (1328, 1869, 1495, 1883)
lotto-number: 30 (446, 1532, 459, 1545)
row-value: 8 97 (1212, 584, 1233, 595)
paragraph: Il marchese di Salisbury ha proposto la prima risoluzione che consisteva nel constatare l'estrema miseria che regna nelle Indie ed a fare appello alla popolazione dell'Inghilterra per combattere il flagello con tutti i mezzi possibili. (118, 1024, 336, 1117)
row-label: Rendita Austriaca (1067, 618, 1151, 629)
paragraph: Ora ognun vede che l'oblio che ricopre da tanto tempo il mercato non è tanto più fatale in quanto che chi li possiede non può rassegnarsi a riconoscere legittimo il ribasso e cui andarono soggetti, e lo speculatore non ha il coraggio di arrischiare i capitali vincendo la ritrosia del detentore con offerte che lo allettino. E tutto ciò avviene mentre il denaro abbonda in ogni luogo, mentre l'arrenamento de' commerci concorre a rendere ancora più abbondante, mentre la pace regna dappertutto, mentre la terra ci promette larga copia di beni. (1065, 1332, 1283, 1520)
row-value: 40 1/2 (1197, 729, 1227, 740)
lotto-number: 50 (531, 1557, 544, 1569)
row-label: Rendita italiana (1067, 706, 1142, 717)
row-label: Id. in carta (1067, 629, 1119, 641)
table-row (1065, 683, 1283, 694)
dispacci-heading: DISPACCI ELETTRICI (828, 1915, 1047, 1950)
lotto-number: 78 (559, 1532, 571, 1545)
paragraph: Per le pitture: i signori Rosa Ercole, (130, 2162, 317, 2176)
table-row (1065, 629, 1283, 641)
row-label: Lombarde (1067, 683, 1115, 694)
table-row (1065, 618, 1283, 629)
table-row (1065, 794, 1283, 805)
meteo-line: Vento dominante. Sud debol issmo. (372, 1412, 555, 1425)
meteo-line: Barometro a mezzodì == 766,3 (382, 1340, 546, 1354)
paragraph: Gli affari non ebbero nella settimana scorsa maggiore animazione nè più importanza di quello che ebbero nell'altra, e dicemmo nella precedente Rivista quanto essi riescissero languidi ed irrilevanti. Quali siano le difficoltà che impediscono e trattengono la speculazione e togliersi da questa inerzia, che è divenuta ormai lo stato abituale del mercato, non sapremmo dire, se non accagionandone una sfiducia irrefessiva, che allora l'uomo d'affari da ogni impulso, e non abbia le qualità più attraenti e più rassicuranti. E codesto male è tanto più grave che non è la conseguenza di gravi ragioni preesistenti, ma di un timore vago, indefinito, di contingenti divisioni, e per troppo il passato ci fu assai largo di queste. Non si crede che i mercati italiani siano collocati in condizioni tali da temere il ribasso delle nostre cose di cui il mercato d'Europa, chi più chi meno, ha sopportato, quindi anche tanto più il comando si frase è che possano si può dire solo nelle Rendite pubbliche. (1065, 899, 1283, 1233)
news-text: — Leggesi nella Gazzetta di Ferrara del 18: Sino da iersera si vociferava di una dimostrazione popolare pel caro dei viveri, che infatti ebbe luogo questa mattina. Grosso numero di gente del popolo, principalmente donne e ragazzi, radunatisi, dalle prime ore dell'antimeriggio, si recarono in frotta al palazzo municipale, ove ingombrarono l'atrio, facendo sospendere per qualche momento il mercato dei cereali che ivi si tiene, e gridando: «Abbasso il calmiere!» o di volere il pane a quindici centesimi la libbra. Il sindaco parlò ai dimostranti. Disse loro non spettare all'autorità sua il far ribassare il prezzo del pane; questo dipendere dalla Commissione di vigilanza, cui promise di riferire i loro reclami, e il sonito intanto a ritirarsi nella calma e nell'ordine, non essendo col tumulto e con gli schiamazzi che si possa giungere a nulla di buono. La dimostrazione si sciolse infatti pacificamente, senza si avesse a deplorare alcun grave eccesso, e verso le ore 11 tutto era rientrato nella consueta tranquillità. (828, 953, 1047, 1328)
paragraph: Poi diede lettura di una pagina dello Stanley, nella quale questo egregio scrittore fece una viva e stupenda pittura del Livingstone. Le qualità fisiche e morali del Livingstone danno come alla stirpe anglo-sassone e corrispondono alle difficoltà dell'opera intrapresa da un e condotta quasi al suo termine con sì rara abnegazione. (592, 1384, 810, 1505)
table-row (1065, 549, 1283, 561)
meteo-heading: OSSERVAZIONI METEOROLOGICHE (355, 1255, 573, 1293)
elezioni-heading: ELEZIONI POLITICHE (876, 1804, 999, 1817)
paragraph: Si è finalmente studiato per migliorare il più convenientemente possibile il vestiario di questi poveri, che dovrebb essere uniforme ed avere un segno distintivo, onde evitare che nelle ore di passeggio non si fermino a mendicare nelle vie della città, come avviene ora talvolta. (355, 750, 573, 857)
row-value: 18 1/4 (1207, 794, 1238, 805)
row-label: Austriache (1067, 672, 1118, 683)
lotto-city: Venezia (357, 1557, 394, 1569)
header-rule (109, 134, 1530, 136)
column-3 (583, 146, 820, 2268)
news-keyword: Terremoto. (841, 857, 908, 870)
borse-heading: BORSE DI COMMERCIO (1065, 482, 1283, 507)
rivista-finanziaria-heading: RIVISTA FINANZIARIA (1065, 826, 1283, 892)
paragraph: Il Prestito Nazionale ben sostenuto sempre si tenne sul al 75 completo e sul 58 75 al 59 staccato. (1302, 528, 1521, 569)
table-row (1065, 672, 1283, 684)
paragraph: — Stante le prolungate discussioni sulla legge militare, il Reichstag non potrà prorogarsi il 20 aprile. Si cerca un compromesso per abbreviare le discussioni sulla legge dei vescovi. (118, 407, 336, 474)
row-label: Napoleoni d'oro (1067, 584, 1143, 595)
paragraph: I Prestiti cattolici sperimentarono più costanza di sostegno, specialmente nei primi giorni, e perciò i certificati sul Tesoro 5 % da 547 toccarono il 548 50; detti emissione 1860-64 da 72 87 si portarono a 73 22, per chiudere a 73 12. (1302, 389, 1521, 469)
paragraph: — Il 15 ha avuto luogo al palazzo di città di Londra un meeting per soccorrere le popolazioni delle Indie tanto travagliate dalla carestia. Il lord-mayor presiedeva. Si è data lettura di una lettera di lord Northbrook nella quale è detto che all'infuori di tutto ciò che può fare il governo, rimane un campo vasto per le sottoscrizioni private. Se n'ebbe l'esempio in una circostanza simile all'epoca della fame che desolò l'Irlanda. Gli sforzi del comitato del palazzo di città avranno attenuato il dolore dell'Inghilterra per i patimenti del popolo indiano. (118, 819, 336, 1020)
meteo-line: Relativa == 73 — Assoluta == 8,44 (371, 1398, 557, 1411)
paragraph: Le azioni del Mobiliare italiano si prestano sempre a molte transazioni, ma la forza che i due partiti opposti è così viva e gagliarda, che l'uno non riesce a sopraffare l'altro, perciò le oscillazioni di codesto titolo sono continuamente disputate, ma sono fra guadagnare e perdere terreno, fatta eccezione degli ultimi giorni, che non gli riescì di proseguire, e chiude a 862, per giunta fu spinta al giorno lunedì, e dovette fermarsi a 852. (1302, 1165, 1521, 1325)
lotto-number: 42 (474, 1545, 488, 1557)
table-row (1065, 717, 1283, 729)
meteo-date: del di 18 aprile 1874. (408, 1298, 519, 1311)
row-value: 207 — (1252, 526, 1282, 538)
table-title: BERLINO (1065, 657, 1174, 672)
row-value: 62 7/8 (1197, 706, 1227, 717)
table-row (1065, 729, 1283, 740)
lotto-row (355, 1520, 573, 1532)
lotto-city: Palermo (357, 1532, 397, 1545)
